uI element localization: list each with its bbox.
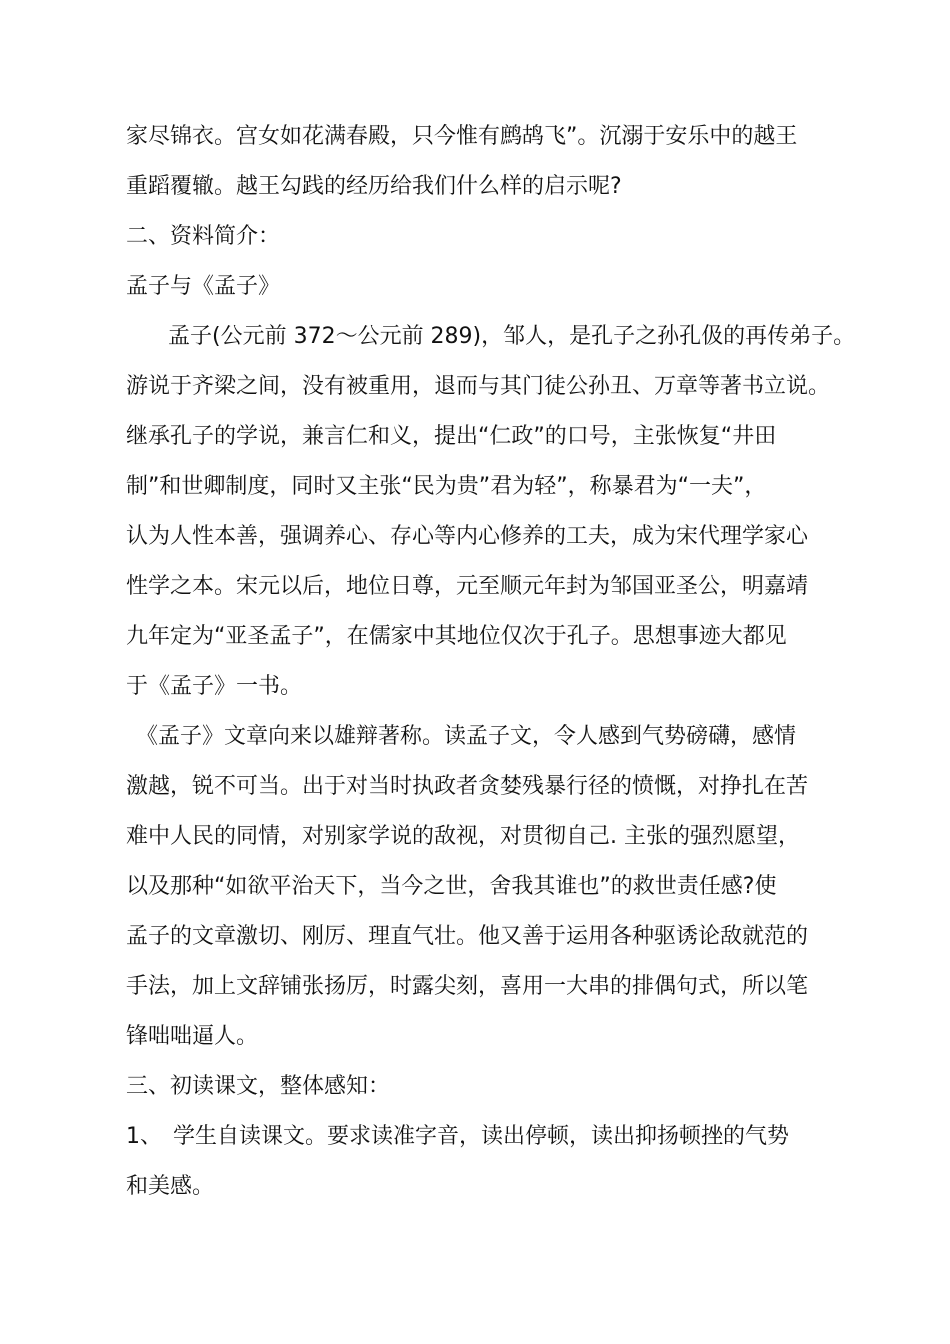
paragraph-line: 激越，锐不可当。出于对当时执政者贪婪残暴行径的愤慨，对挣扎在苦 [126, 774, 809, 799]
paragraph-line: 家尽锦衣。宫女如花满春殿，只今惟有鹧鸪飞”。沉溺于安乐中的越王 [126, 124, 798, 149]
paragraph-line: 重蹈覆辙。越王勾践的经历给我们什么样的启示呢? [126, 174, 622, 199]
section-heading: 三、初读课文，整体感知： [126, 1074, 391, 1099]
paragraph-line: 难中人民的同情，对别家学说的敌视，对贯彻自己. 主张的强烈愿望， [126, 824, 800, 849]
paragraph-line: 手法，加上文辞铺张扬厉，时露尖刻，喜用一大串的排偶句式，所以笔 [126, 974, 809, 999]
paragraph-line: 认为人性本善，强调养心、存心等内心修养的工夫，成为宋代理学家心 [126, 524, 809, 549]
paragraph-line: 于《孟子》一书。 [126, 674, 303, 699]
paragraph-line: 制”和世卿制度，同时又主张“民为贵”君为轻”，称暴君为“一夫”， [126, 474, 767, 499]
paragraph-line: 锋咄咄逼人。 [126, 1024, 259, 1049]
paragraph-line: 继承孔子的学说，兼言仁和义，提出“仁政”的口号，主张恢复“井田 [126, 424, 777, 449]
paragraph-line: 性学之本。宋元以后，地位日尊，元至顺元年封为邹国亚圣公，明嘉靖 [126, 574, 809, 599]
paragraph-line: 九年定为“亚圣孟子”，在儒家中其地位仅次于孔子。思想事迹大都见 [126, 624, 787, 649]
list-item: 1、 学生自读课文。要求读准字音，读出停顿，读出抑扬顿挫的气势 [126, 1124, 789, 1149]
section-heading: 二、资料简介： [126, 224, 281, 249]
list-item-continuation: 和美感。 [126, 1174, 215, 1199]
subsection-heading: 孟子与《孟子》 [126, 274, 281, 299]
paragraph-line: 孟子(公元前 372～公元前 289)，邹人，是孔子之孙孔伋的再传弟子。 [168, 324, 856, 349]
paragraph-line: 孟子的文章激切、刚厉、理直气壮。他又善于运用各种驱诱论敌就范的 [126, 924, 809, 949]
paragraph-line: 以及那种“如欲平治天下，当今之世，舍我其谁也”的救世责任感?使 [126, 874, 777, 899]
paragraph-line: 游说于齐梁之间，没有被重用，退而与其门徒公孙丑、万章等著书立说。 [126, 374, 831, 399]
paragraph-line: 《孟子》文章向来以雄辩著称。读孟子文，令人感到气势磅礴，感情 [136, 724, 797, 749]
